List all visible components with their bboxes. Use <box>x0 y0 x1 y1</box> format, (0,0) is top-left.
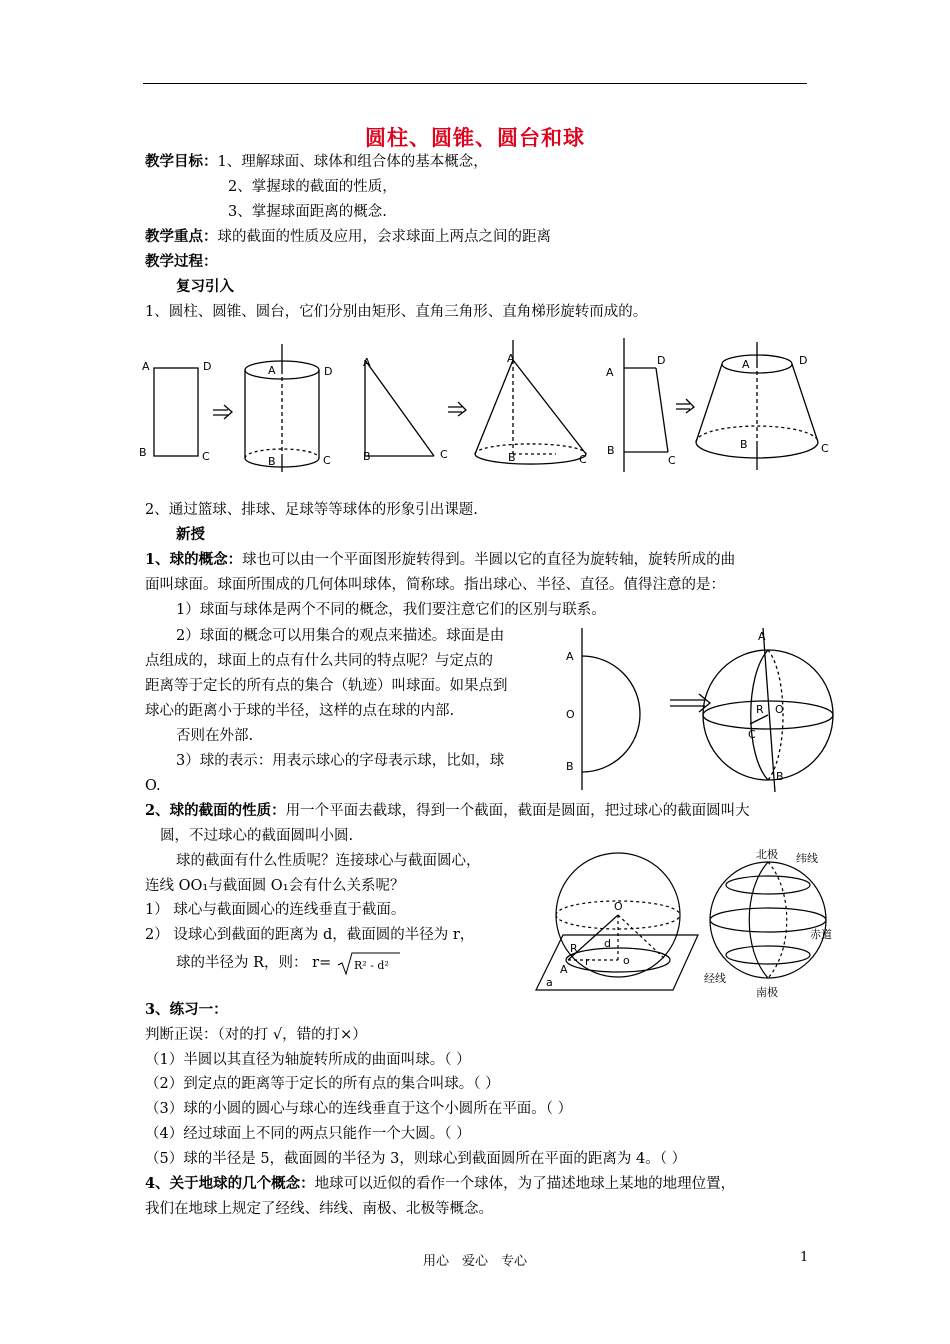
svg-text:R² - d²: R² - d² <box>353 959 389 972</box>
svg-text:C: C <box>323 454 331 467</box>
svg-text:R: R <box>570 942 578 955</box>
svg-text:B: B <box>508 451 516 464</box>
new-lesson-heading: 新授 <box>176 526 205 543</box>
concept-point-3-line: O. <box>145 778 161 794</box>
svg-text:A: A <box>742 358 750 371</box>
concept-point-2-line: 距离等于定长的所有点的集合（轨迹）叫球面。如果点到 <box>145 678 508 694</box>
process-label: 教学过程： <box>145 253 218 270</box>
objectives-label: 教学目标： <box>145 153 218 170</box>
svg-text:A: A <box>268 364 276 377</box>
sphere-section-and-earth-figure <box>528 840 832 1000</box>
concept-point-2-line: 否则在外部. <box>176 728 254 744</box>
svg-text:B: B <box>740 438 748 451</box>
concept-line-1 <box>145 550 735 570</box>
exercise-heading: 3、练习一： <box>145 1001 228 1018</box>
svg-text:r: r <box>585 955 590 968</box>
svg-text:C: C <box>748 728 756 741</box>
key-point-label: 教学重点： <box>145 228 218 245</box>
exercise-item: （5）球的半径是 5，截面圆的半径为 3，则球心到截面圆所在平面的距离为 4。（ ） <box>145 1151 687 1167</box>
concept-point-3-line: 3）球的表示：用表示球心的字母表示球，比如，球 <box>176 753 505 769</box>
page-footer: 用心 爱心 专心 <box>422 1254 527 1269</box>
svg-text:A: A <box>560 963 568 976</box>
earth-label: 4、关于地球的几个概念： <box>145 1175 315 1192</box>
key-point-line <box>145 227 551 247</box>
concept-point-2-line: 点组成的，球面上的点有什么共同的特点呢？与定点的 <box>145 653 493 669</box>
svg-text:O: O <box>614 900 623 913</box>
svg-text:D: D <box>799 354 808 367</box>
svg-text:C: C <box>668 454 676 467</box>
svg-text:北极: 北极 <box>756 848 778 861</box>
section-fact-1: 1） 球心与截面圆心的连线垂直于截面。 <box>145 902 406 918</box>
key-point-text: 球的截面的性质及应用，会求球面上两点之间的距离 <box>217 229 551 245</box>
concept-text: 球也可以由一个平面图形旋转得到。半圆以它的直径为旋转轴，旋转所成的曲 <box>242 552 736 568</box>
exercise-item: （2）到定点的距离等于定长的所有点的集合叫球。（ ） <box>145 1076 500 1092</box>
review-paragraph-2: 2、通过篮球、排球、足球等等球体的形象引出课题. <box>145 502 478 518</box>
svg-text:D: D <box>324 365 333 378</box>
svg-text:a: a <box>546 976 553 989</box>
solids-of-revolution-figure <box>130 330 830 480</box>
svg-text:B: B <box>363 450 371 463</box>
concept-line-2: 面叫球面。球面所围成的几何体叫球体，简称球。指出球心、半径、直径。值得注意的是： <box>145 577 725 593</box>
concept-point-2-line: 球心的距离小于球的半径，这样的点在球的内部. <box>145 703 455 719</box>
exercise-item: （4）经过球面上不同的两点只能作一个大圆。（ ） <box>145 1126 471 1142</box>
objectives-line-1 <box>145 152 488 172</box>
svg-text:纬线: 纬线 <box>796 852 818 865</box>
svg-text:B: B <box>268 455 276 468</box>
section-line-2: 圆，不过球心的截面圆叫小圆. <box>160 828 354 844</box>
objective-item: 2、掌握球的截面的性质， <box>228 179 397 195</box>
section-fact-3 <box>176 950 402 976</box>
svg-text:D: D <box>657 354 666 367</box>
concept-point-2-line: 2）球面的概念可以用集合的观点来描述。球面是由 <box>176 628 505 644</box>
svg-text:A: A <box>142 360 150 373</box>
svg-text:B: B <box>139 446 147 459</box>
svg-text:A: A <box>758 630 766 643</box>
svg-text:o: o <box>623 954 630 967</box>
svg-text:A: A <box>363 356 371 369</box>
exercise-instruction: 判断正误：（对的打 √，错的打×） <box>145 1027 367 1043</box>
formula-sqrt <box>336 950 402 976</box>
page-number: 1 <box>800 1250 809 1265</box>
earth-line-2: 我们在地球上规定了经线、纬线、南极、北极等概念。 <box>145 1201 493 1217</box>
svg-text:C: C <box>202 450 210 463</box>
svg-text:B: B <box>607 444 615 457</box>
svg-text:O: O <box>775 703 784 716</box>
semicircle-to-sphere-figure <box>560 620 850 795</box>
page-title: 圆柱、圆锥、圆台和球 <box>365 125 585 150</box>
svg-text:A: A <box>606 366 614 379</box>
svg-text:南极: 南极 <box>756 986 778 999</box>
objective-item: 3、掌握球面距离的概念. <box>228 204 387 220</box>
svg-text:B: B <box>566 760 574 773</box>
svg-text:C: C <box>579 453 587 466</box>
svg-text:R: R <box>756 703 764 716</box>
svg-text:C: C <box>440 448 448 461</box>
earth-text: 地球可以近似的看作一个球体，为了描述地球上某地的地理位置， <box>314 1176 736 1192</box>
svg-text:B: B <box>776 770 784 783</box>
section-question-line: 球的截面有什么性质呢？连接球心与截面圆心， <box>176 853 481 869</box>
section-label: 2、球的截面的性质： <box>145 802 286 819</box>
header-rule <box>143 83 807 84</box>
concept-point-1: 1）球面与球体是两个不同的概念，我们要注意它们的区别与联系。 <box>176 602 606 618</box>
rectangle-shape <box>154 368 198 456</box>
exercise-item: （1）半圆以其直径为轴旋转所成的曲面叫球。（ ） <box>145 1052 471 1068</box>
svg-text:A: A <box>507 352 515 365</box>
svg-text:经线: 经线 <box>704 972 726 985</box>
svg-text:A: A <box>566 650 574 663</box>
section-line-1 <box>145 801 750 821</box>
svg-text:d: d <box>604 937 611 950</box>
concept-label: 1、球的概念： <box>145 551 243 568</box>
svg-text:C: C <box>821 442 829 455</box>
svg-text:赤道: 赤道 <box>810 928 832 941</box>
section-question-line: 连线 OO₁与截面圆 O₁会有什么关系呢？ <box>145 878 405 894</box>
section-fact-3-text: 球的半径为 R，则： r= <box>176 955 332 971</box>
objective-item: 1、理解球面、球体和组合体的基本概念， <box>217 154 488 170</box>
section-text: 用一个平面去截球，得到一个截面，截面是圆面，把过球心的截面圆叫大 <box>285 803 750 819</box>
earth-line-1 <box>145 1174 735 1194</box>
svg-text:D: D <box>203 360 212 373</box>
review-heading: 复习引入 <box>176 278 234 295</box>
exercise-item: （3）球的小圆的圆心与球心的连线垂直于这个小圆所在平面。（ ） <box>145 1101 573 1117</box>
section-fact-2: 2） 设球心到截面的距离为 d，截面圆的半径为 r， <box>145 927 475 943</box>
svg-text:O: O <box>566 708 575 721</box>
review-paragraph-1: 1、圆柱、圆锥、圆台，它们分别由矩形、直角三角形、直角梯形旋转而成的。 <box>145 304 648 320</box>
